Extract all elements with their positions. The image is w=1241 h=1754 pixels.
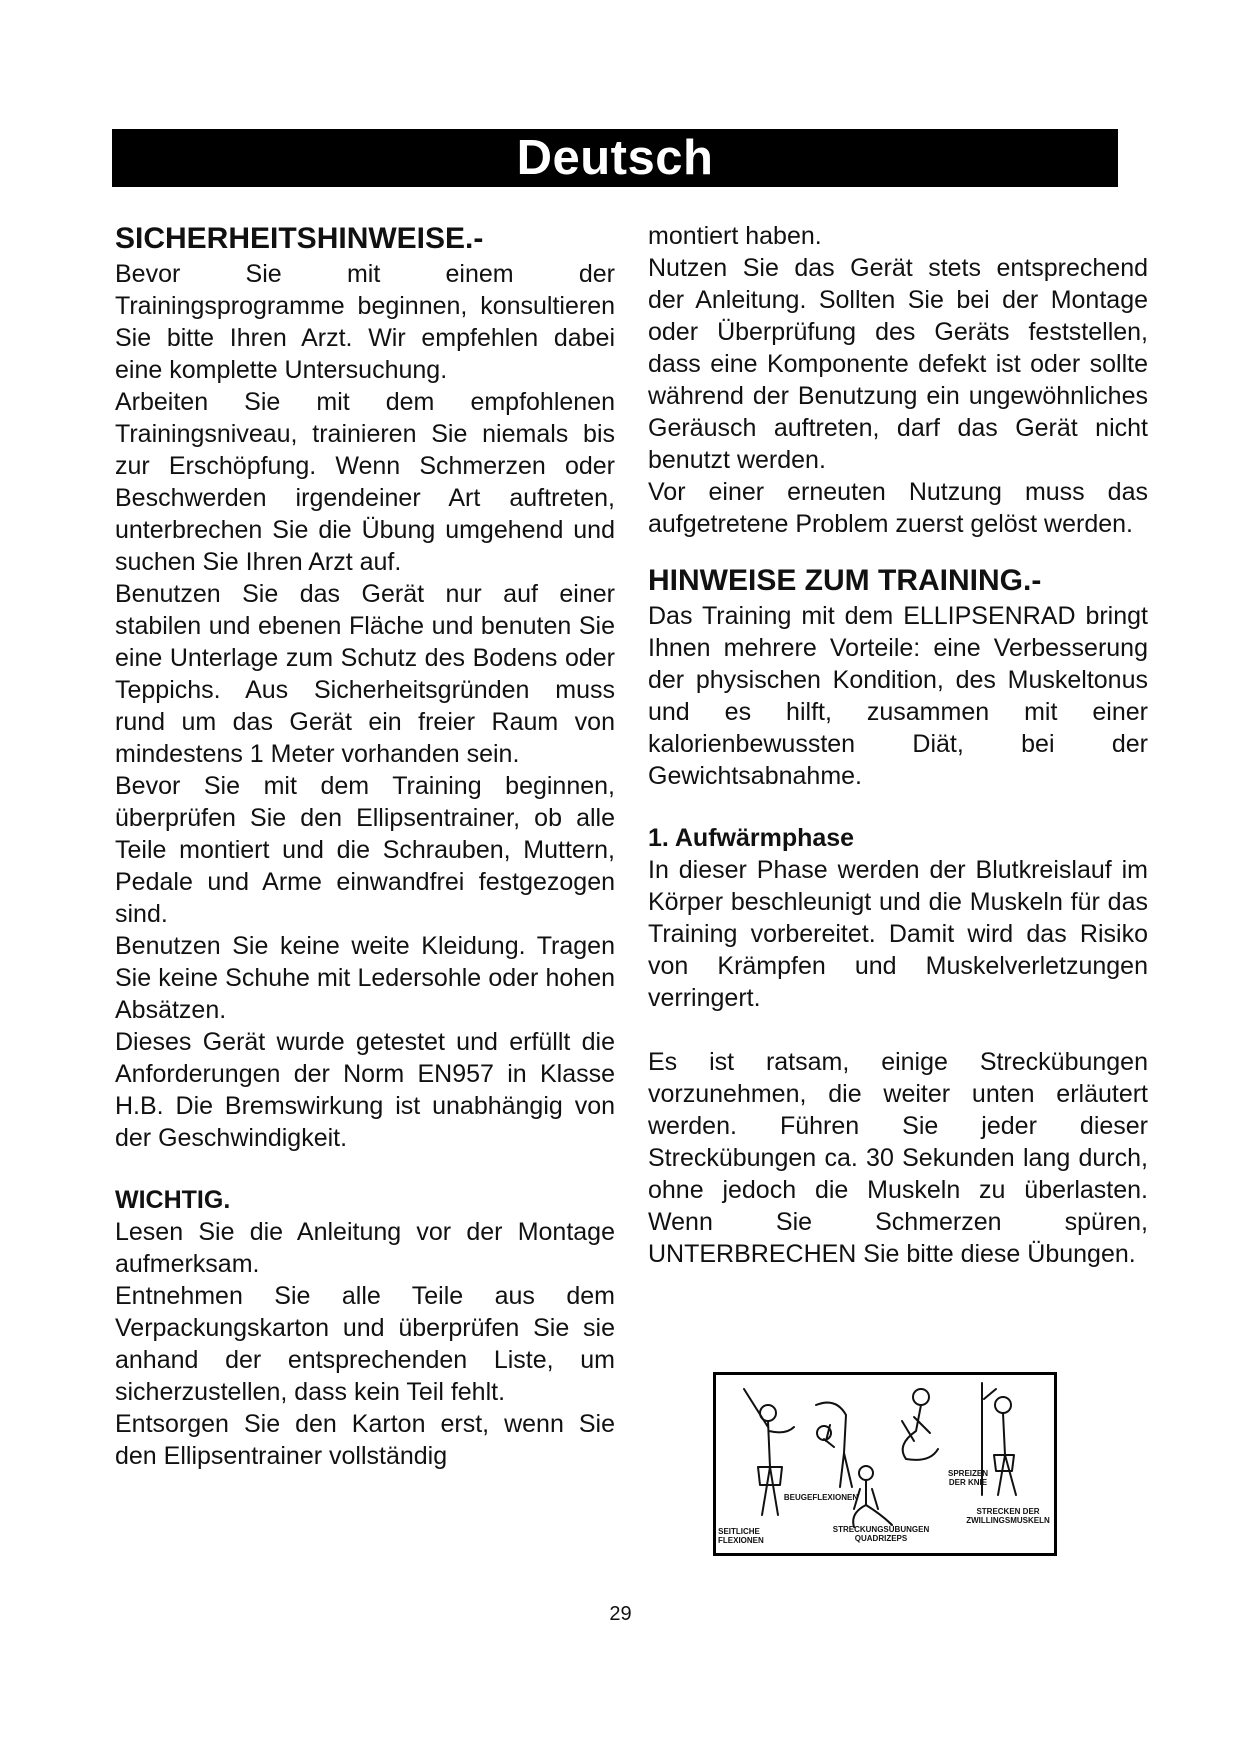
warmup-heading: 1. Aufwärmphase	[648, 824, 855, 852]
safety-paragraph: Dieses Gerät wurde getestet und erfüllt die Anforderungen der Norm EN957 in Klasse H.B. Die Bremswirkung ist unabhängig von der Geschwindigkeit.	[115, 1028, 615, 1152]
label-spreizen: SPREIZEN DER KNIE	[948, 1469, 989, 1487]
language-banner	[112, 129, 1118, 187]
label-quadrizeps: STRECKUNGSÜBUNGEN QUADRIZEPS	[832, 1525, 930, 1543]
safety-paragraph: Bevor Sie mit einem der Trainingsprogramme beginnen, konsultieren Sie bitte Ihren Arzt. Wir empfehlen dabei eine komplette Untersuchung.	[115, 260, 615, 384]
safety-paragraph: Benutzen Sie das Gerät nur auf einer stabilen und ebenen Fläche und benuten Sie eine Unterlage zum Schutz des Bodens oder Teppichs. Aus Sicherheitsgründen muss rund um das Gerät ein freier Raum von mindestens 1 Meter vorhanden sein.	[115, 580, 615, 768]
training-heading: HINWEISE ZUM TRAINING.-	[648, 564, 1042, 597]
continued-paragraph: Nutzen Sie das Gerät stets entsprechend der Anleitung. Sollten Sie bei der Montage oder Überprüfung des Geräts feststellen, dass eine Komponente defekt ist oder sollte während der Benutzung ein ungewöhnliches Geräusch auftreten, darf das Gerät nicht benutzt werden.	[648, 254, 1148, 474]
safety-paragraph: Bevor Sie mit dem Training beginnen, überprüfen Sie den Ellipsentrainer, ob alle Teile montiert und die Schrauben, Muttern, Pedale und Arme einwandfrei festgezogen sind.	[115, 772, 615, 928]
stretch-paragraph: Es ist ratsam, einige Streckübungen vorzunehmen, die weiter unten erläutert werden. Führen Sie jeder dieser Streckübungen ca. 30 Sekunden lang durch, ohne jedoch die Muskeln zu überlasten. Wenn Sie Schmerzen spüren, UNTERBRECHEN Sie bitte diese Übungen.	[648, 1048, 1148, 1268]
label-beugeflexionen: BEUGEFLEXIONEN	[783, 1493, 859, 1502]
continued-paragraph: Vor einer erneuten Nutzung muss das aufgetretene Problem zuerst gelöst werden.	[648, 478, 1148, 538]
important-paragraph: Entsorgen Sie den Karton erst, wenn Sie den Ellipsentrainer vollständig	[115, 1410, 615, 1470]
language-title: Deutsch	[516, 131, 714, 185]
stretching-exercises-figure	[713, 1372, 1057, 1556]
page-number: 29	[609, 1603, 632, 1625]
left-column	[115, 220, 615, 1472]
continued-paragraph: montiert haben.	[648, 222, 822, 250]
important-paragraph: Lesen Sie die Anleitung vor der Montage aufmerksam.	[115, 1218, 615, 1278]
important-paragraph: Entnehmen Sie alle Teile aus dem Verpackungskarton und überprüfen Sie sie anhand der entsprechenden Liste, um sicherzustellen, dass kein Teil fehlt.	[115, 1282, 615, 1406]
important-heading: WICHTIG.	[115, 1186, 231, 1214]
right-column	[648, 220, 1148, 1270]
training-paragraph: Das Training mit dem ELLIPSENRAD bringt Ihnen mehrere Vorteile: eine Verbesserung der physischen Kondition, des Muskeltonus und es hilft, zusammen mit einer kalorienbewussten Diät, bei der Gewichtsabnahme.	[648, 602, 1148, 790]
warmup-paragraph: In dieser Phase werden der Blutkreislauf im Körper beschleunigt und die Muskeln für das Training vorbereitet. Damit wird das Risiko von Krämpfen und Muskelverletzungen verringert.	[648, 856, 1148, 1012]
safety-paragraph: Benutzen Sie keine weite Kleidung. Tragen Sie keine Schuhe mit Ledersohle oder hohen Absätzen.	[115, 932, 615, 1024]
safety-heading: SICHERHEITSHINWEISE.-	[115, 222, 484, 255]
label-seitliche: SEITLICHE FLEXIONEN	[718, 1527, 764, 1545]
safety-paragraph: Arbeiten Sie mit dem empfohlenen Trainingsniveau, trainieren Sie niemals bis zur Erschöpfung. Wenn Schmerzen oder Beschwerden irgendeiner Art auftreten, unterbrechen Sie die Übung umgehend und suchen Sie Ihren Arzt auf.	[115, 388, 615, 576]
label-strecken: STRECKEN DER ZWILLINGSMUSKELN	[966, 1507, 1050, 1525]
